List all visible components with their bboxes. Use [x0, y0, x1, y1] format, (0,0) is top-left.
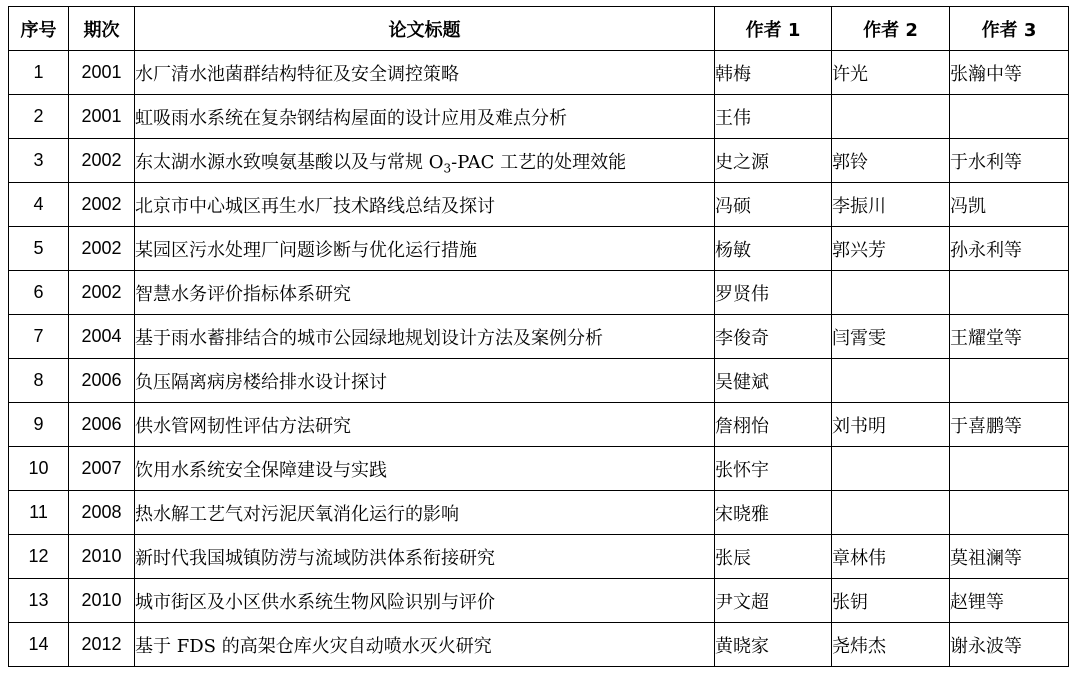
cell-author-3 — [950, 447, 1069, 491]
cell-issue: 2002 — [69, 139, 135, 183]
cell-author-3 — [950, 491, 1069, 535]
cell-num: 12 — [9, 535, 69, 579]
cell-num: 6 — [9, 271, 69, 315]
cell-num: 9 — [9, 403, 69, 447]
cell-author-1: 史之源 — [715, 139, 832, 183]
cell-author-2 — [832, 271, 950, 315]
cell-author-2: 刘书明 — [832, 403, 950, 447]
cell-author-2: 郭铃 — [832, 139, 950, 183]
cell-author-3 — [950, 95, 1069, 139]
table-row — [9, 271, 1069, 315]
cell-author-3: 于水利等 — [950, 139, 1069, 183]
cell-author-1: 詹栩怡 — [715, 403, 832, 447]
table-row — [9, 447, 1069, 491]
cell-issue: 2010 — [69, 535, 135, 579]
cell-issue: 2006 — [69, 403, 135, 447]
table-row — [9, 183, 1069, 227]
cell-num: 13 — [9, 579, 69, 623]
title-subscript: 3 — [443, 161, 452, 176]
cell-issue: 2002 — [69, 227, 135, 271]
cell-author-1: 黄晓家 — [715, 623, 832, 667]
cell-author-1: 李俊奇 — [715, 315, 832, 359]
cell-author-2: 章林伟 — [832, 535, 950, 579]
header-issue: 期次 — [69, 7, 135, 51]
table-row — [9, 139, 1069, 183]
cell-title: 北京市中心城区再生水厂技术路线总结及探讨 — [135, 183, 715, 227]
cell-author-1: 张辰 — [715, 535, 832, 579]
header-author-1: 作者 1 — [715, 7, 832, 51]
title-text-part: -PAC 工艺的处理效能 — [451, 151, 627, 173]
cell-title: 某园区污水处理厂问题诊断与优化运行措施 — [135, 227, 715, 271]
cell-num: 14 — [9, 623, 69, 667]
cell-author-2: 李振川 — [832, 183, 950, 227]
cell-num: 7 — [9, 315, 69, 359]
cell-issue: 2002 — [69, 271, 135, 315]
cell-author-3: 冯凯 — [950, 183, 1069, 227]
cell-author-1: 罗贤伟 — [715, 271, 832, 315]
header-title: 论文标题 — [135, 7, 715, 51]
table-row — [9, 579, 1069, 623]
cell-issue: 2010 — [69, 579, 135, 623]
cell-issue: 2002 — [69, 183, 135, 227]
cell-num: 2 — [9, 95, 69, 139]
cell-author-1: 王伟 — [715, 95, 832, 139]
header-row — [9, 7, 1069, 51]
cell-author-2: 许光 — [832, 51, 950, 95]
cell-author-2 — [832, 95, 950, 139]
table-row — [9, 623, 1069, 667]
cell-author-3 — [950, 271, 1069, 315]
table-header — [9, 7, 1069, 51]
cell-title: 供水管网韧性评估方法研究 — [135, 403, 715, 447]
header-author-3: 作者 3 — [950, 7, 1069, 51]
cell-author-2: 郭兴芳 — [832, 227, 950, 271]
cell-author-1: 吴健斌 — [715, 359, 832, 403]
header-author-2: 作者 2 — [832, 7, 950, 51]
cell-issue: 2001 — [69, 95, 135, 139]
title-text-part: 东太湖水源水致嗅氨基酸以及与常规 O — [135, 151, 444, 173]
cell-author-3 — [950, 359, 1069, 403]
cell-author-3: 王耀堂等 — [950, 315, 1069, 359]
cell-title: 热水解工艺气对污泥厌氧消化运行的影响 — [135, 491, 715, 535]
cell-author-2: 张钥 — [832, 579, 950, 623]
cell-title: 智慧水务评价指标体系研究 — [135, 271, 715, 315]
table-row — [9, 51, 1069, 95]
cell-title — [135, 139, 715, 183]
papers-table — [8, 6, 1069, 667]
cell-author-2 — [832, 491, 950, 535]
cell-author-2 — [832, 359, 950, 403]
cell-title: 水厂清水池菌群结构特征及安全调控策略 — [135, 51, 715, 95]
cell-num: 3 — [9, 139, 69, 183]
table-row — [9, 95, 1069, 139]
cell-author-3: 赵锂等 — [950, 579, 1069, 623]
cell-author-1: 尹文超 — [715, 579, 832, 623]
cell-num: 5 — [9, 227, 69, 271]
cell-author-3: 于喜鹏等 — [950, 403, 1069, 447]
cell-author-2: 尧炜杰 — [832, 623, 950, 667]
cell-num: 4 — [9, 183, 69, 227]
cell-title: 饮用水系统安全保障建设与实践 — [135, 447, 715, 491]
cell-num: 8 — [9, 359, 69, 403]
cell-num: 11 — [9, 491, 69, 535]
cell-author-3: 谢永波等 — [950, 623, 1069, 667]
cell-author-3: 莫祖澜等 — [950, 535, 1069, 579]
cell-author-1: 宋晓雅 — [715, 491, 832, 535]
table-row — [9, 535, 1069, 579]
cell-author-3: 张瀚中等 — [950, 51, 1069, 95]
cell-num: 10 — [9, 447, 69, 491]
cell-title: 负压隔离病房楼给排水设计探讨 — [135, 359, 715, 403]
cell-author-1: 韩梅 — [715, 51, 832, 95]
cell-issue: 2001 — [69, 51, 135, 95]
table-row — [9, 315, 1069, 359]
table-row — [9, 227, 1069, 271]
table-row — [9, 359, 1069, 403]
cell-issue: 2004 — [69, 315, 135, 359]
cell-author-2 — [832, 447, 950, 491]
cell-title: 基于雨水蓄排结合的城市公园绿地规划设计方法及案例分析 — [135, 315, 715, 359]
table-row — [9, 491, 1069, 535]
cell-title: 基于 FDS 的高架仓库火灾自动喷水灭火研究 — [135, 623, 715, 667]
cell-issue: 2008 — [69, 491, 135, 535]
cell-issue: 2007 — [69, 447, 135, 491]
cell-title: 新时代我国城镇防涝与流域防洪体系衔接研究 — [135, 535, 715, 579]
table-row — [9, 403, 1069, 447]
cell-author-1: 张怀宇 — [715, 447, 832, 491]
cell-num: 1 — [9, 51, 69, 95]
cell-author-1: 杨敏 — [715, 227, 832, 271]
cell-issue: 2012 — [69, 623, 135, 667]
cell-author-2: 闫霄雯 — [832, 315, 950, 359]
header-num: 序号 — [9, 7, 69, 51]
cell-title: 虹吸雨水系统在复杂钢结构屋面的设计应用及难点分析 — [135, 95, 715, 139]
cell-issue: 2006 — [69, 359, 135, 403]
cell-author-1: 冯硕 — [715, 183, 832, 227]
table-body — [9, 51, 1069, 667]
cell-author-3: 孙永利等 — [950, 227, 1069, 271]
cell-title: 城市街区及小区供水系统生物风险识别与评价 — [135, 579, 715, 623]
